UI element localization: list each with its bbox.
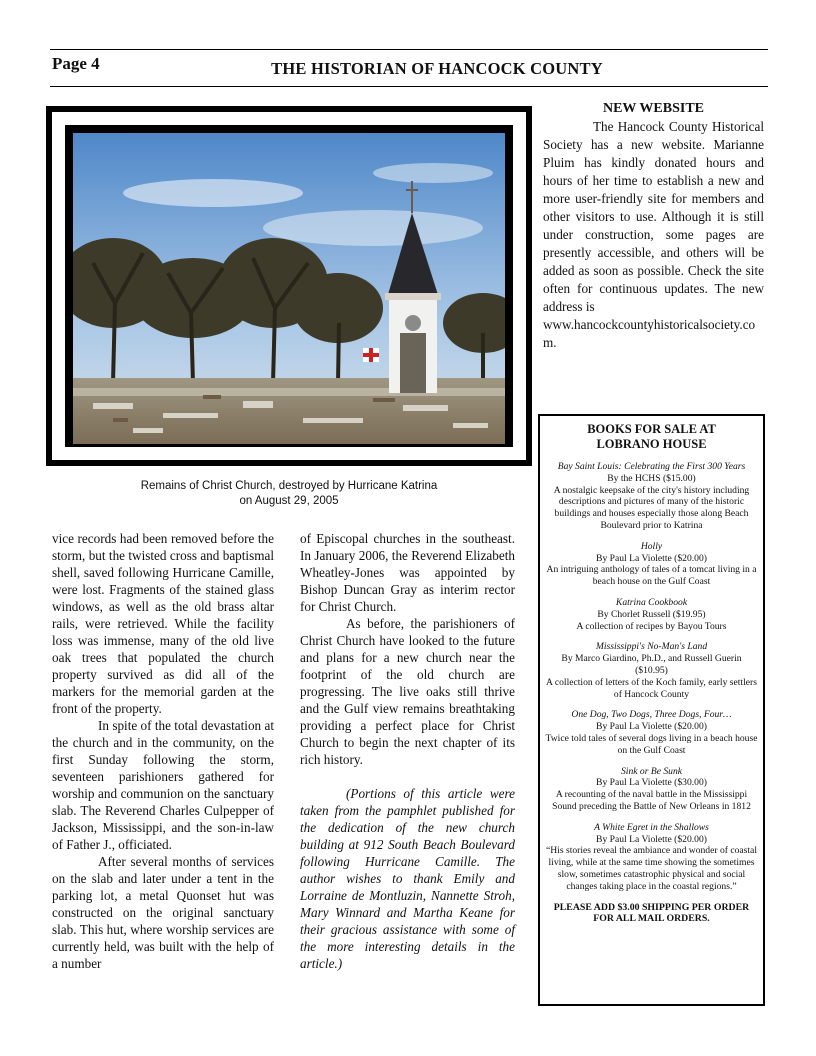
book-description: A collection of letters of the Koch family, early settlers of Hancock County <box>546 676 757 700</box>
church-ruins-photo <box>73 133 505 444</box>
book-title: Bay Saint Louis: Celebrating the First 300 Years <box>557 461 746 472</box>
website-title: NEW WEBSITE <box>602 101 705 116</box>
caption-line-2: on August 29, 2005 <box>239 495 339 507</box>
article-source-note: (Portions of this article were taken from the pamphlet published for the dedication of the new church building at 912 South Beach Boulevard following Hurricane Camille. The author wishes to thank Emily and Lorraine de Montluzin, Nannette Stroh, Mary Winnard and Martha Keane for their gracious assistance with some of the more interesting details in the article.) <box>300 786 515 971</box>
website-url: www.hancockcountyhistoricalsociety.com. <box>543 317 756 350</box>
book-author: By Paul La Violette ($20.00) <box>596 721 707 733</box>
book-title: Holly <box>640 540 663 552</box>
book-title: Katrina Cookbook <box>615 596 688 608</box>
book-item <box>545 541 758 588</box>
book-title: Mississippi's No-Man's Land <box>595 641 708 653</box>
article-paragraph: of Episcopal churches in the southeast. In January 2006, the Reverend Elizabeth Wheatley-Jones was appointed by Bishop Duncan Gray as interim rector for Christ Church. <box>300 531 515 614</box>
top-rule <box>50 49 768 50</box>
book-title: One Dog, Two Dogs, Three Dogs, Four… <box>571 709 732 721</box>
book-item <box>545 597 758 632</box>
caption-line-1: Remains of Christ Church, destroyed by Hurricane Katrina <box>140 480 438 492</box>
book-item <box>545 461 758 532</box>
article-column-2 <box>300 530 515 972</box>
article-paragraph: After several months of services on the slab and later under a tent in the parking lot, a metal Quonset hut was constructed on the original sanctuary slab. This hut, where worship services are currently held, was built with the help of a number <box>52 854 274 971</box>
book-author: By Marco Giardino, Ph.D., and Russell Guerin ($10.95) <box>561 653 742 676</box>
book-author: By Paul La Violette ($20.00) <box>596 833 707 845</box>
book-item <box>545 709 758 756</box>
book-author: By the HCHS ($15.00) <box>607 472 696 484</box>
book-item <box>545 822 758 893</box>
page-number: Page 4 <box>52 54 100 73</box>
shipping-note: PLEASE ADD $3.00 SHIPPING PER ORDER FOR ALL MAIL ORDERS. <box>553 901 750 925</box>
book-title: A White Egret in the Shallows <box>594 821 709 833</box>
book-author: By Chorlet Russell ($19.95) <box>597 608 706 620</box>
book-description: A nostalgic keepsake of the city's history including descriptions and pictures of many of the historic buildings and houses especially those along Beach Boulevard prior to Katrina <box>553 484 750 531</box>
article-column-1 <box>52 530 274 972</box>
masthead: THE HISTORIAN OF HANCOCK COUNTY <box>271 59 603 78</box>
book-description: “His stories reveal the ambiance and wonder of coastal living, while at the same time showing the sometimes slow, sometimes catastrophic physical and social changes taking place in the coastal regions.” <box>546 845 757 892</box>
book-author: By Paul La Violette ($30.00) <box>596 777 707 789</box>
books-for-sale-box <box>538 414 765 1006</box>
book-description: Twice told tales of several dogs living in a beach house on the Gulf Coast <box>545 732 758 756</box>
books-heading: BOOKS FOR SALE AT LOBRANO HOUSE <box>587 422 716 451</box>
book-description: A recounting of the naval battle in the Mississippi Sound preceding the Battle of New Orleans in 1812 <box>552 789 751 812</box>
article-paragraph: In spite of the total devastation at the church and in the community, on the first Sunday following the storm, seventeen parishioners gathered for worship and communion on the sanctuary slab. The Reverend Charles Culpepper of Jackson, Mississippi, and the son-in-law of Father J., officiated. <box>52 718 274 852</box>
book-description: An intriguing anthology of tales of a tomcat living in a beach house on the Gulf Coast <box>546 564 757 588</box>
website-body: The Hancock County Historical Society has a new website. Marianne Pluim has kindly donated hours and hours of her time to establish a new and more user-friendly site for members and other visitors to use. Although it is still under construction, some pages are presently accessible, and others will be added as soon as possible. Check the site often for continuous updates. The new address is <box>543 119 764 314</box>
article-paragraph: vice records had been removed before the storm, but the twisted cross and baptismal shell, saved following Hurricane Camille, were lost. Fragments of the stained glass windows, as well as the old brass altar rails, were retrieved. While the facility loss was immense, many of the old live oak trees that populated the church property survived as did all of the markers for the memorial garden at the front of the property. <box>52 531 274 716</box>
book-description: A collection of recipes by Bayou Tours <box>576 620 727 632</box>
book-item <box>545 641 758 700</box>
masthead-rule <box>50 86 768 87</box>
book-author: By Paul La Violette ($20.00) <box>596 552 707 564</box>
photo-caption <box>46 479 532 509</box>
new-website-article <box>543 100 764 352</box>
article-paragraph: As before, the parishioners of Christ Church have looked to the future and plans for a new church near the footprint of the old church are progressing. The live oaks still thrive and the Gulf view remains breathtaking providing a perfect place for Christ Church to begin the next chapter of its rich history. <box>300 616 515 767</box>
book-item <box>545 766 758 813</box>
book-title: Sink or Be Sunk <box>620 765 682 777</box>
